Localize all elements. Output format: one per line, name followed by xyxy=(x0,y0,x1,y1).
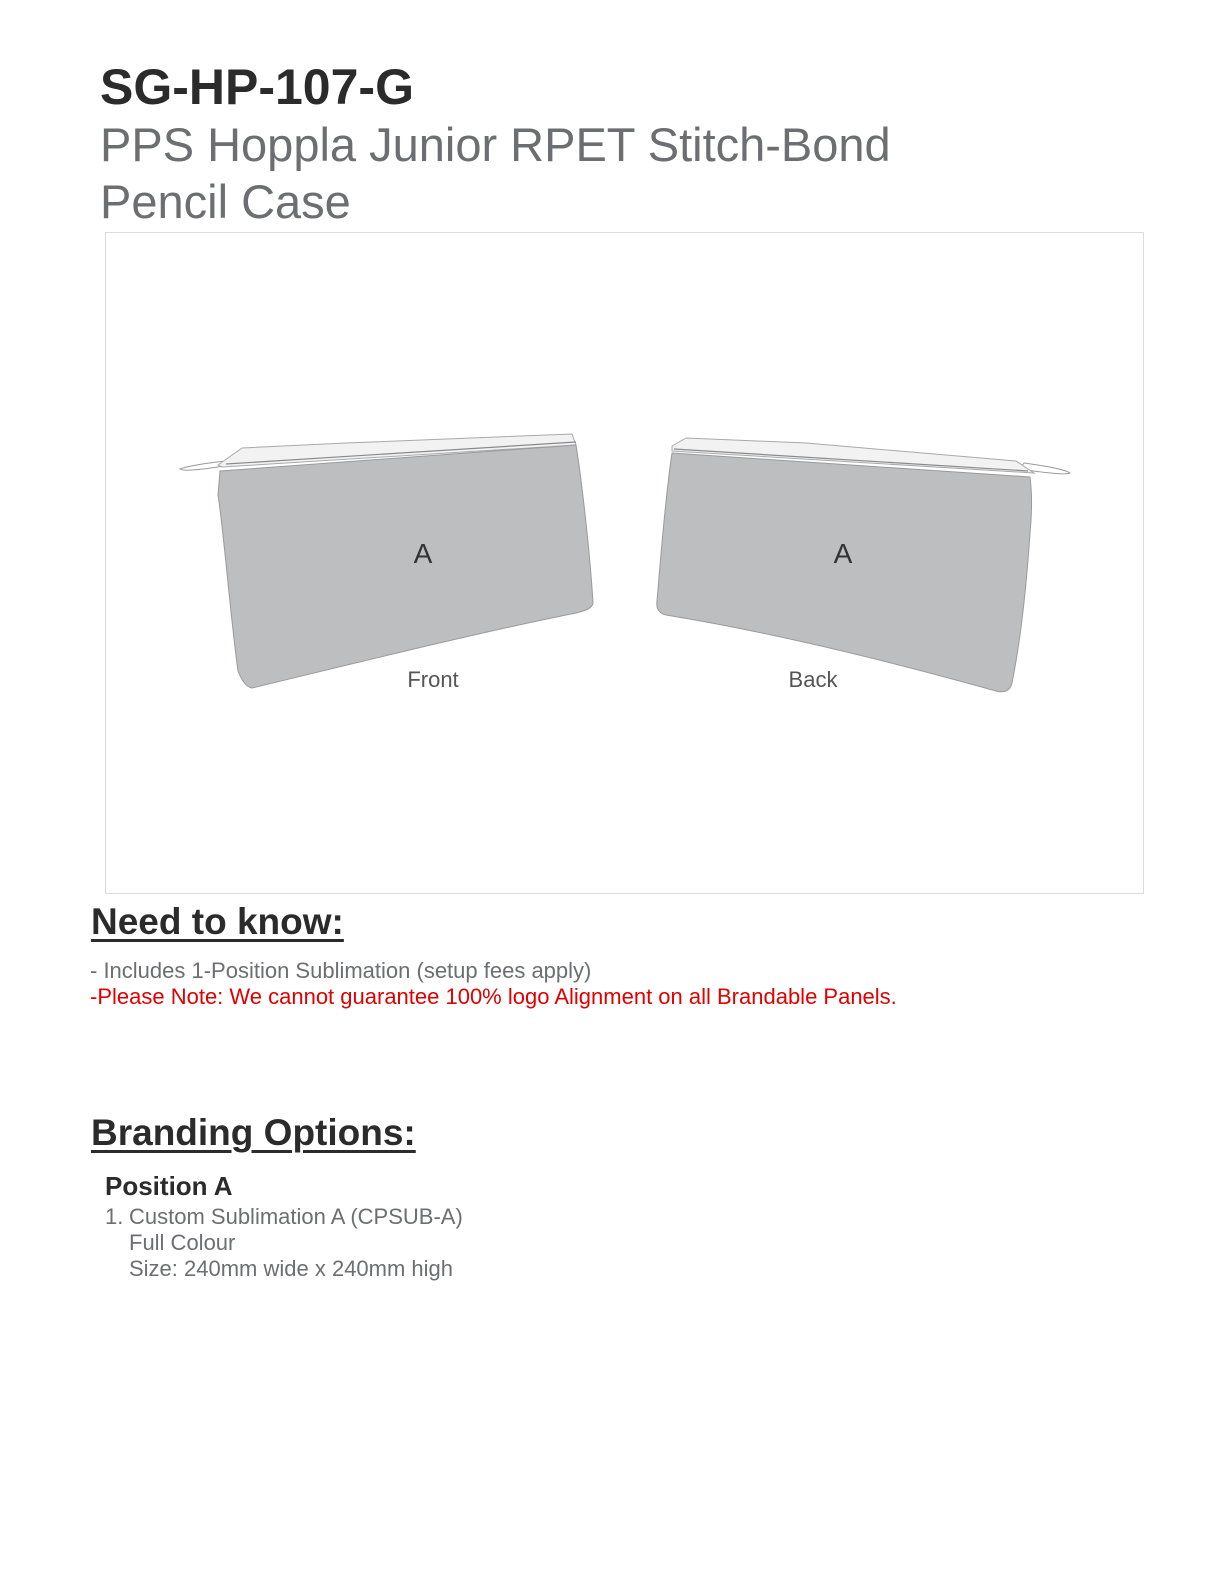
need-to-know-heading: Need to know: xyxy=(91,901,344,942)
option-size: Size: 240mm wide x 240mm high xyxy=(129,1256,454,1281)
product-image-panel xyxy=(105,232,1144,894)
product-name-line-1: PPS Hoppla Junior RPET Stitch-Bond xyxy=(100,118,891,171)
back-position-marker: A xyxy=(833,538,853,569)
front-position-marker: A xyxy=(413,538,433,569)
branding-options-heading: Branding Options: xyxy=(91,1112,416,1153)
back-view-label: Back xyxy=(788,667,838,692)
product-name-line-2: Pencil Case xyxy=(100,175,351,228)
branding-option xyxy=(105,1204,463,1282)
product-illustration xyxy=(106,233,1145,895)
back-view xyxy=(657,438,1070,692)
position-a-title: Position A xyxy=(105,1171,233,1201)
note-includes: - Includes 1-Position Sublimation (setup fees apply) xyxy=(90,958,592,983)
branding-option-list xyxy=(105,1204,463,1282)
product-sku: SG-HP-107-G xyxy=(100,59,414,115)
front-view-label: Front xyxy=(407,667,459,692)
option-name: Custom Sublimation A (CPSUB-A) xyxy=(129,1204,463,1229)
back-body xyxy=(657,453,1032,692)
product-name xyxy=(100,116,1000,230)
front-body xyxy=(218,445,593,688)
option-colour: Full Colour xyxy=(129,1230,236,1255)
option-number: 1. xyxy=(105,1204,124,1229)
note-alignment-warning: -Please Note: We cannot guarantee 100% logo Alignment on all Brandable Panels. xyxy=(90,984,897,1009)
front-view xyxy=(180,434,593,688)
